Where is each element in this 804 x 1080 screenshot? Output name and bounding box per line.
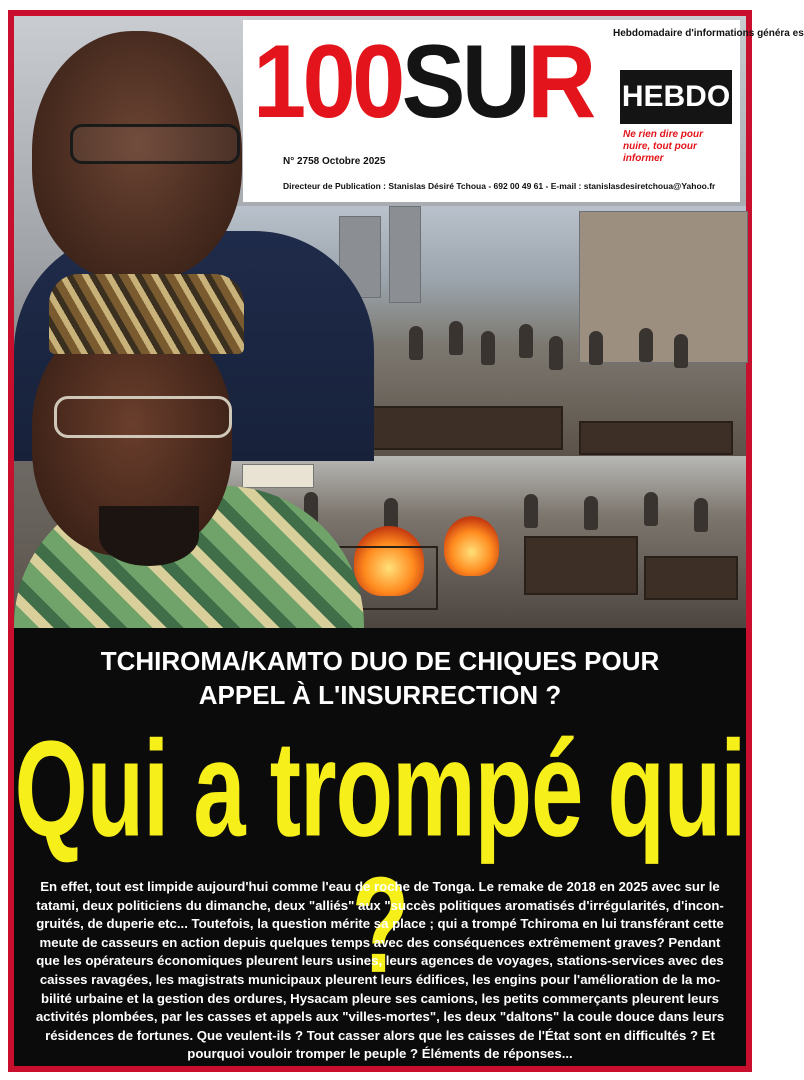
politician-1-glasses bbox=[70, 124, 240, 164]
wooden-debris bbox=[579, 421, 733, 455]
logo-part: R bbox=[527, 24, 593, 140]
newspaper-logo bbox=[253, 24, 593, 140]
person bbox=[549, 336, 563, 370]
masthead-tagline: Hebdomadaire d'informations généra es bbox=[613, 28, 804, 39]
politician-2-glasses bbox=[54, 396, 232, 438]
building bbox=[389, 206, 421, 303]
headline-kicker bbox=[14, 644, 746, 712]
person bbox=[409, 326, 423, 360]
publication-director: Directeur de Publication : Stanislas Désiré Tchoua - 692 00 49 61 - E-mail : stanislasdesiretchoua@Yahoo.fr bbox=[283, 181, 716, 191]
article-lead: En effet, tout est limpide aujourd'hui comme l'eau de roche de Tonga. Le remake de 2018 en 2025 avec sur le tatami, deux politiciens du dimanche, deux "alliés" aux "succès politiques aromatisés d'irrégularités, d'incon-gruités, de duperie etc... Toutefois, la question mérite sa place ; qui a trompé Tchiroma en lui transférant cette meute de casseurs en action depuis quelques temps avec des conséquences extrêmement graves? Pendant que les opérateurs économiques pleurent leurs usines, leurs agences de voyages, stations-services avec des caisses ravagées, les magistrats municipaux pleurent leurs édifices, les engins pour l'amélioration de la mo-bilité urbaine et la gestion des ordures, Hysacam pleure ses camions, les petits commerçants pleurent leurs activités plombées, par les casses et appels aux "villes-mortes", les deux "daltons" la coule douce dans leurs résidences de fortunes. Que veulent-ils ? Tout casser alors que les caisses de l'État sont en difficultés ? Et pourquoi vouloir tromper le peuple ? Éléments de réponses... bbox=[35, 879, 725, 1062]
masthead-motto: Ne rien dire pour nuire, tout pour informer bbox=[623, 129, 704, 164]
main-headline: Qui a trompé qui ? bbox=[14, 712, 746, 1001]
fire bbox=[444, 516, 499, 576]
person bbox=[589, 331, 603, 365]
kicker-line: TCHIROMA/KAMTO DUO DE CHIQUES POUR bbox=[100, 646, 660, 676]
building bbox=[579, 211, 748, 363]
person bbox=[644, 492, 658, 526]
kicker-line: APPEL À L'INSURRECTION ? bbox=[198, 680, 562, 710]
person bbox=[519, 324, 533, 358]
wooden-debris bbox=[524, 536, 638, 595]
logo-part: SU bbox=[401, 24, 528, 140]
hebdo-label: HEBDO bbox=[620, 70, 732, 124]
person bbox=[639, 328, 653, 362]
person bbox=[694, 498, 708, 532]
person bbox=[674, 334, 688, 368]
person bbox=[524, 494, 538, 528]
politician-2-beard bbox=[99, 506, 199, 566]
logo-part: 100 bbox=[253, 24, 402, 140]
masthead bbox=[243, 20, 804, 202]
person bbox=[481, 331, 495, 365]
person bbox=[584, 496, 598, 530]
cover-photo-collage bbox=[14, 16, 804, 628]
wooden-debris bbox=[644, 556, 738, 600]
front-page bbox=[8, 10, 804, 1072]
person bbox=[449, 321, 463, 355]
street-sign bbox=[242, 464, 314, 488]
politician-2-cap bbox=[49, 274, 244, 354]
issue-number: N° 2758 Octobre 2025 bbox=[283, 156, 386, 167]
wooden-debris bbox=[359, 406, 563, 450]
